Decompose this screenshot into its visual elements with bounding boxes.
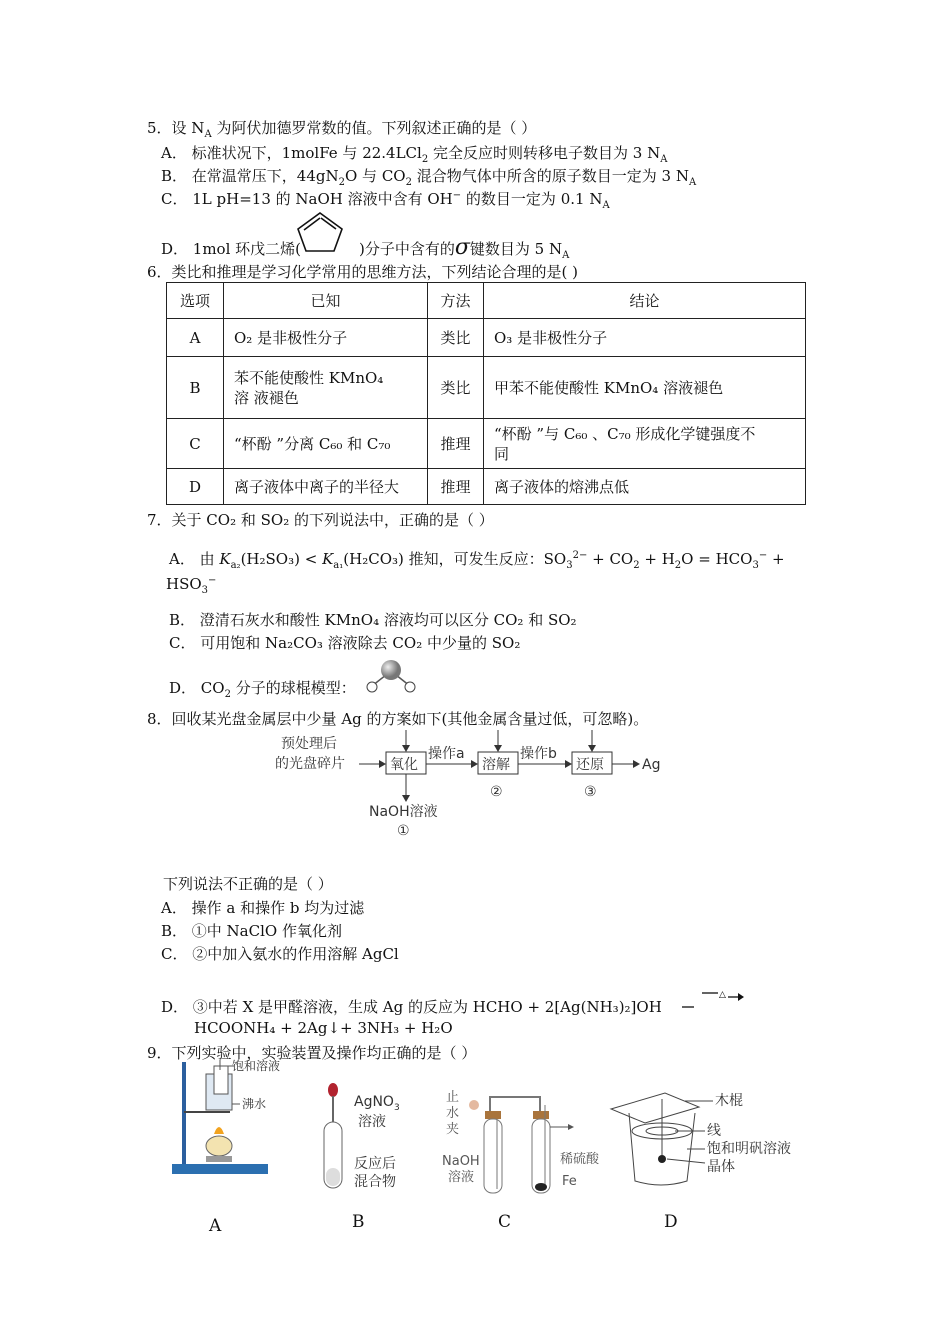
flow-box-label: 还原 (576, 757, 604, 773)
table-row (167, 419, 806, 469)
apparatus-c (440, 1085, 600, 1200)
q8-option-c[interactable]: C． ②中加入氨水的作用溶解 AgCl (161, 945, 399, 963)
q5-stem: 5．设 $N_A$ 为阿伏加德罗常数的值。下列叙述正确的是（ ） (147, 119, 537, 140)
apparatus-label: 夹 (446, 1122, 460, 1137)
co2-ball-stick-model (362, 656, 422, 696)
apparatus-d (605, 1087, 805, 1191)
table-cell: O₂ 是非极性分子 (224, 319, 428, 357)
q8-sub-stem: 下列说法不正确的是（ ） (163, 875, 333, 893)
apparatus-label: 晶体 (707, 1159, 735, 1175)
apparatus-letter: D (664, 1212, 678, 1232)
apparatus-letter: A (209, 1216, 222, 1236)
table-cell: 类比 (428, 357, 484, 419)
q8-stem: 8．回收某光盘金属层中少量 Ag 的方案如下(其他金属含量过低，可忽略)。 (147, 710, 649, 728)
q6-header: 结论 (484, 283, 806, 319)
q6-table (166, 282, 806, 505)
q7-option-b[interactable]: B． 澄清石灰水和酸性 KMnO₄ 溶液均可以区分 CO₂ 和 SO₂ (169, 611, 577, 629)
table-row (167, 469, 806, 505)
q8-option-d-cont: HCOONH₄ + 2Ag↓+ 3NH₃ + H₂O (194, 1019, 453, 1037)
flow-step-number: ③ (584, 784, 597, 800)
flow-step-number: ① (397, 823, 410, 839)
apparatus-label: 饱和溶液 (232, 1059, 281, 1073)
apparatus-label: 溶液 (448, 1170, 475, 1185)
table-cell: “杯酚 ”分离 C₆₀ 和 C₇₀ (224, 419, 428, 469)
apparatus-label: 反应后 (354, 1156, 396, 1172)
apparatus-label: 稀硫酸 (560, 1152, 600, 1167)
table-cell: 离子液体中离子的半径大 (224, 469, 428, 505)
apparatus-label: 溶液 (358, 1114, 386, 1130)
flow-start-label: 预处理后 (281, 736, 337, 752)
flow-reagent-label: NaOH溶液 (369, 804, 438, 820)
table-cell: C (167, 419, 224, 469)
q5-option-b[interactable]: B． 在常温常压下，$44gN_2O$ 与 $CO_2$ 混合物气体中所含的原子数目一定为 3 $N_A$ (161, 167, 697, 188)
apparatus-b (318, 1080, 418, 1195)
q5-option-c[interactable]: C． 1L pH=13 的 NaOH 溶液中含有 OH− 的数目一定为 0.1 $N_A$ (161, 190, 610, 211)
q7-option-d[interactable]: D． $CO_2$ 分子的球棍模型： (169, 679, 356, 700)
flow-product-label: Ag (642, 757, 661, 773)
q7-option-c[interactable]: C． 可用饱和 Na₂CO₃ 溶液除去 CO₂ 中少量的 SO₂ (169, 634, 521, 652)
q6-stem: 6．类比和推理是学习化学常用的思维方法，下列结论合理的是( ) (147, 263, 579, 281)
apparatus-label: 线 (707, 1123, 721, 1139)
q5-option-a[interactable]: A． 标准状况下，1molFe 与 22.4LCl$_2$ 完全反应时则转移电子数目为 3 $N_A$ (161, 144, 668, 165)
table-cell: 推理 (428, 469, 484, 505)
table-row (167, 357, 806, 419)
table-cell: 离子液体的熔沸点低 (484, 469, 806, 505)
apparatus-label: 混合物 (354, 1174, 396, 1190)
q9-stem: 9．下列实验中，实验装置及操作均正确的是（ ） (147, 1044, 477, 1062)
table-cell: 类比 (428, 319, 484, 357)
flow-box-label: 溶解 (482, 757, 510, 773)
apparatus-letter: B (352, 1212, 365, 1232)
table-cell: D (167, 469, 224, 505)
q5-option-d[interactable]: D． 1mol 环戊二烯( )分子中含有的σ键数目为 5 $N_A$ (161, 235, 570, 261)
table-row (167, 319, 806, 357)
table-cell: B (167, 357, 224, 419)
table-cell: 甲苯不能使酸性 KMnO₄ 溶液褪色 (484, 357, 806, 419)
flow-op-label: 操作a (428, 746, 465, 762)
apparatus-label: 饱和明矾溶液 (707, 1141, 791, 1157)
apparatus-letter: C (498, 1212, 512, 1232)
heat-arrow (678, 985, 748, 1015)
q7-stem: 7．关于 CO₂ 和 SO₂ 的下列说法中，正确的是（ ） (147, 511, 494, 529)
apparatus-label: 木棍 (715, 1093, 743, 1109)
flow-box-label: 氧化 (390, 757, 418, 773)
apparatus-label: Fe (562, 1174, 577, 1189)
table-cell: A (167, 319, 224, 357)
q8-option-d[interactable]: D． ③中若 X 是甲醛溶液，生成 Ag 的反应为 HCHO + 2[Ag(NH₃)₂]OH (161, 998, 662, 1016)
apparatus-label: NaOH (442, 1154, 480, 1169)
table-cell: “杯酚 ”与 C₆₀ 、C₇₀ 形成化学键强度不 同 (484, 419, 806, 469)
heat-condition: △ (719, 990, 726, 1000)
q6-header: 方法 (428, 283, 484, 319)
table-cell: 苯不能使酸性 KMnO₄ 溶 液褪色 (224, 357, 428, 419)
q7-option-a-cont: $HSO_3^-$ (166, 575, 217, 596)
apparatus-label: 沸水 (242, 1097, 267, 1111)
flow-step-number: ② (490, 784, 503, 800)
apparatus-a (170, 1060, 290, 1180)
table-cell: 推理 (428, 419, 484, 469)
cyclopentadiene-structure (288, 205, 352, 257)
q8-option-a[interactable]: A． 操作 a 和操作 b 均为过滤 (161, 899, 365, 917)
flow-start-label: 的光盘碎片 (275, 756, 345, 772)
q8-flowchart (275, 728, 675, 840)
q6-header: 选项 (167, 283, 224, 319)
q8-option-b[interactable]: B． ①中 NaClO 作氧化剂 (161, 922, 342, 940)
apparatus-label: 止 (446, 1090, 460, 1105)
flow-op-label: 操作b (520, 746, 557, 762)
q6-header: 已知 (224, 283, 428, 319)
table-cell: O₃ 是非极性分子 (484, 319, 806, 357)
apparatus-label: 水 (446, 1106, 460, 1121)
q7-option-a[interactable]: A． 由 $K_{a_2}(H_2SO_3) < K_{a_1}(H_2CO_3)$ 推知，可发生反应：$SO_3^{2-} + CO_2 + H_2O = HCO_3^-$ + (169, 550, 785, 571)
apparatus-label: AgNO$_3$ (354, 1094, 400, 1113)
